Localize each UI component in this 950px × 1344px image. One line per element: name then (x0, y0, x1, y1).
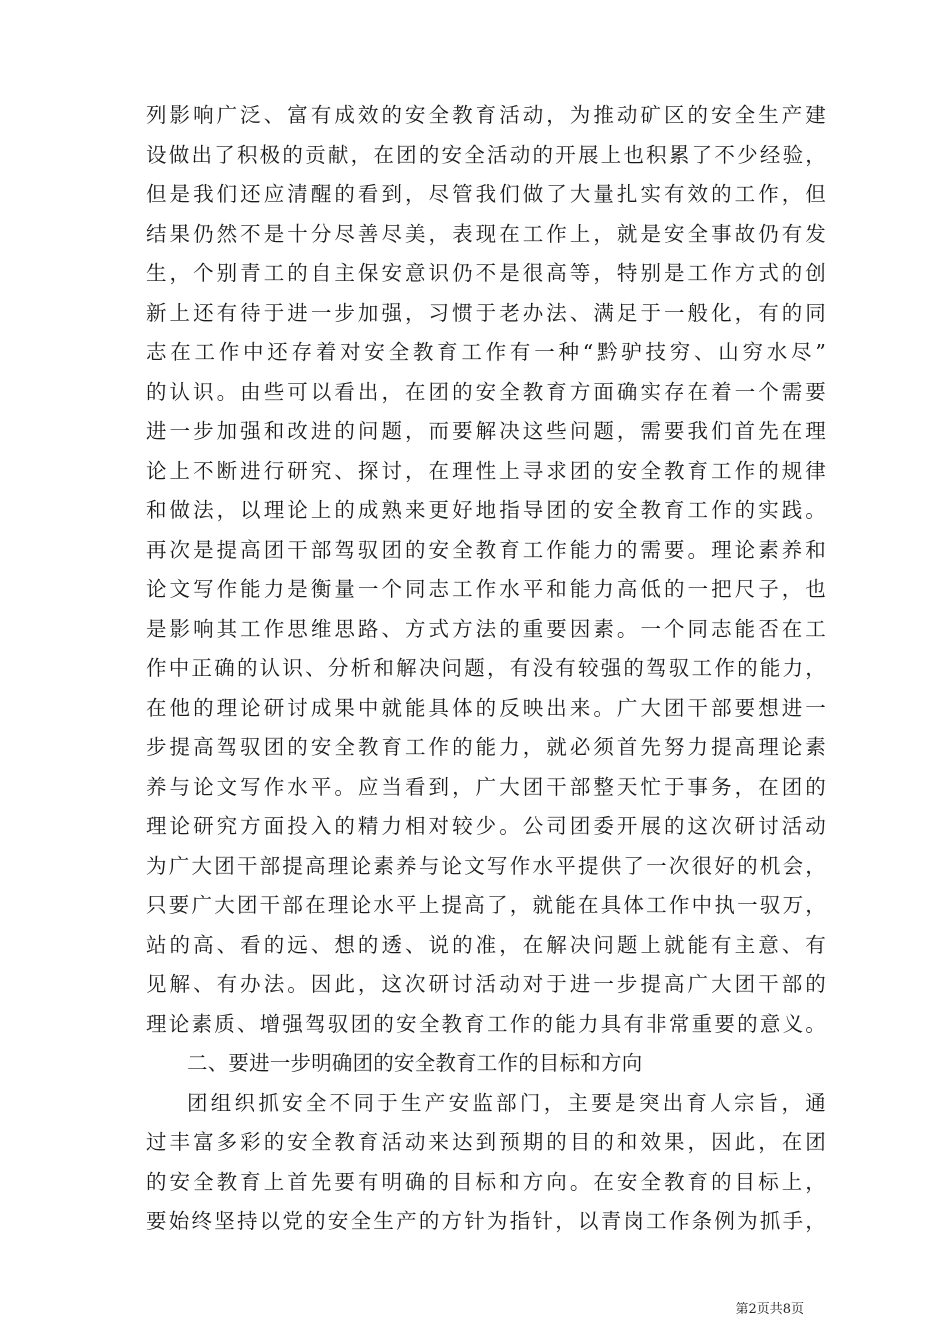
text-line: 新上还有待于进一步加强，习惯于老办法、满足于一般化，有的同 (146, 300, 826, 325)
text-line: 要始终坚持以党的安全生产的方针为指针，以青岗工作条例为抓手， (146, 1209, 826, 1233)
text-line: 作中正确的认识、分析和解决问题，有没有较强的驾驭工作的能力， (146, 656, 826, 680)
text-line: 论上不断进行研究、探讨，在理性上寻求团的安全教育工作的规律 (146, 458, 826, 483)
text-line: 进一步加强和改进的问题，而要解决这些问题，需要我们首先在理 (146, 419, 826, 443)
text-line: 理论研究方面投入的精力相对较少。公司团委开展的这次研讨活动 (146, 814, 826, 838)
text-line: 在他的理论研讨成果中就能具体的反映出来。广大团干部要想进一 (146, 695, 826, 720)
text-line: 生，个别青工的自主保安意识仍不是很高等，特别是工作方式的创 (146, 261, 826, 285)
text-line: 列影响广泛、富有成效的安全教育活动，为推动矿区的安全生产建 (146, 103, 826, 127)
text-line: 过丰富多彩的安全教育活动来达到预期的目的和效果，因此，在团 (146, 1130, 826, 1154)
text-line: 的安全教育上首先要有明确的目标和方向。在安全教育的目标上， (146, 1169, 826, 1194)
text-line: 结果仍然不是十分尽善尽美，表现在工作上，就是安全事故仍有发 (146, 221, 826, 246)
text-line: 设做出了积极的贡献，在团的安全活动的开展上也积累了不少经验， (146, 142, 826, 167)
text-line: 志在工作中还存着对安全教育工作有一种“黔驴技穷、山穷水尽” (146, 340, 826, 364)
text-line: 团组织抓安全不同于生产安监部门，主要是突出育人宗旨，通 (187, 1090, 826, 1115)
page-number: 第2页共8页 (735, 1302, 804, 1317)
text-line: 见解、有办法。因此，这次研讨活动对于进一步提高广大团干部的 (146, 972, 826, 996)
body-text (146, 96, 826, 1242)
text-line: 为广大团干部提高理论素养与论文写作水平提供了一次很好的机会， (146, 853, 826, 878)
text-line: 再次是提高团干部驾驭团的安全教育工作能力的需要。理论素养和 (146, 537, 826, 562)
text-line: 的认识。由些可以看出，在团的安全教育方面确实存在着一个需要 (146, 379, 826, 404)
text-line: 站的高、看的远、想的透、说的准，在解决问题上就能有主意、有 (146, 932, 826, 957)
text-line: 但是我们还应清醒的看到，尽管我们做了大量扎实有效的工作，但 (146, 182, 826, 206)
text-line: 和做法，以理论上的成熟来更好地指导团的安全教育工作的实践。 (146, 498, 826, 522)
text-line: 只要广大团干部在理论水平上提高了，就能在具体工作中执一驭万， (146, 893, 826, 917)
text-line: 论文写作能力是衡量一个同志工作水平和能力高低的一把尺子，也 (146, 577, 826, 601)
text-line: 养与论文写作水平。应当看到，广大团干部整天忙于事务，在团的 (146, 774, 826, 799)
text-line: 步提高驾驭团的安全教育工作的能力，就必须首先努力提高理论素 (146, 735, 826, 759)
text-line: 理论素质、增强驾驭团的安全教育工作的能力具有非常重要的意义。 (146, 1011, 826, 1036)
section-heading: 二、要进一步明确团的安全教育工作的目标和方向 (187, 1051, 643, 1075)
text-line: 是影响其工作思维思路、方式方法的重要因素。一个同志能否在工 (146, 616, 826, 641)
